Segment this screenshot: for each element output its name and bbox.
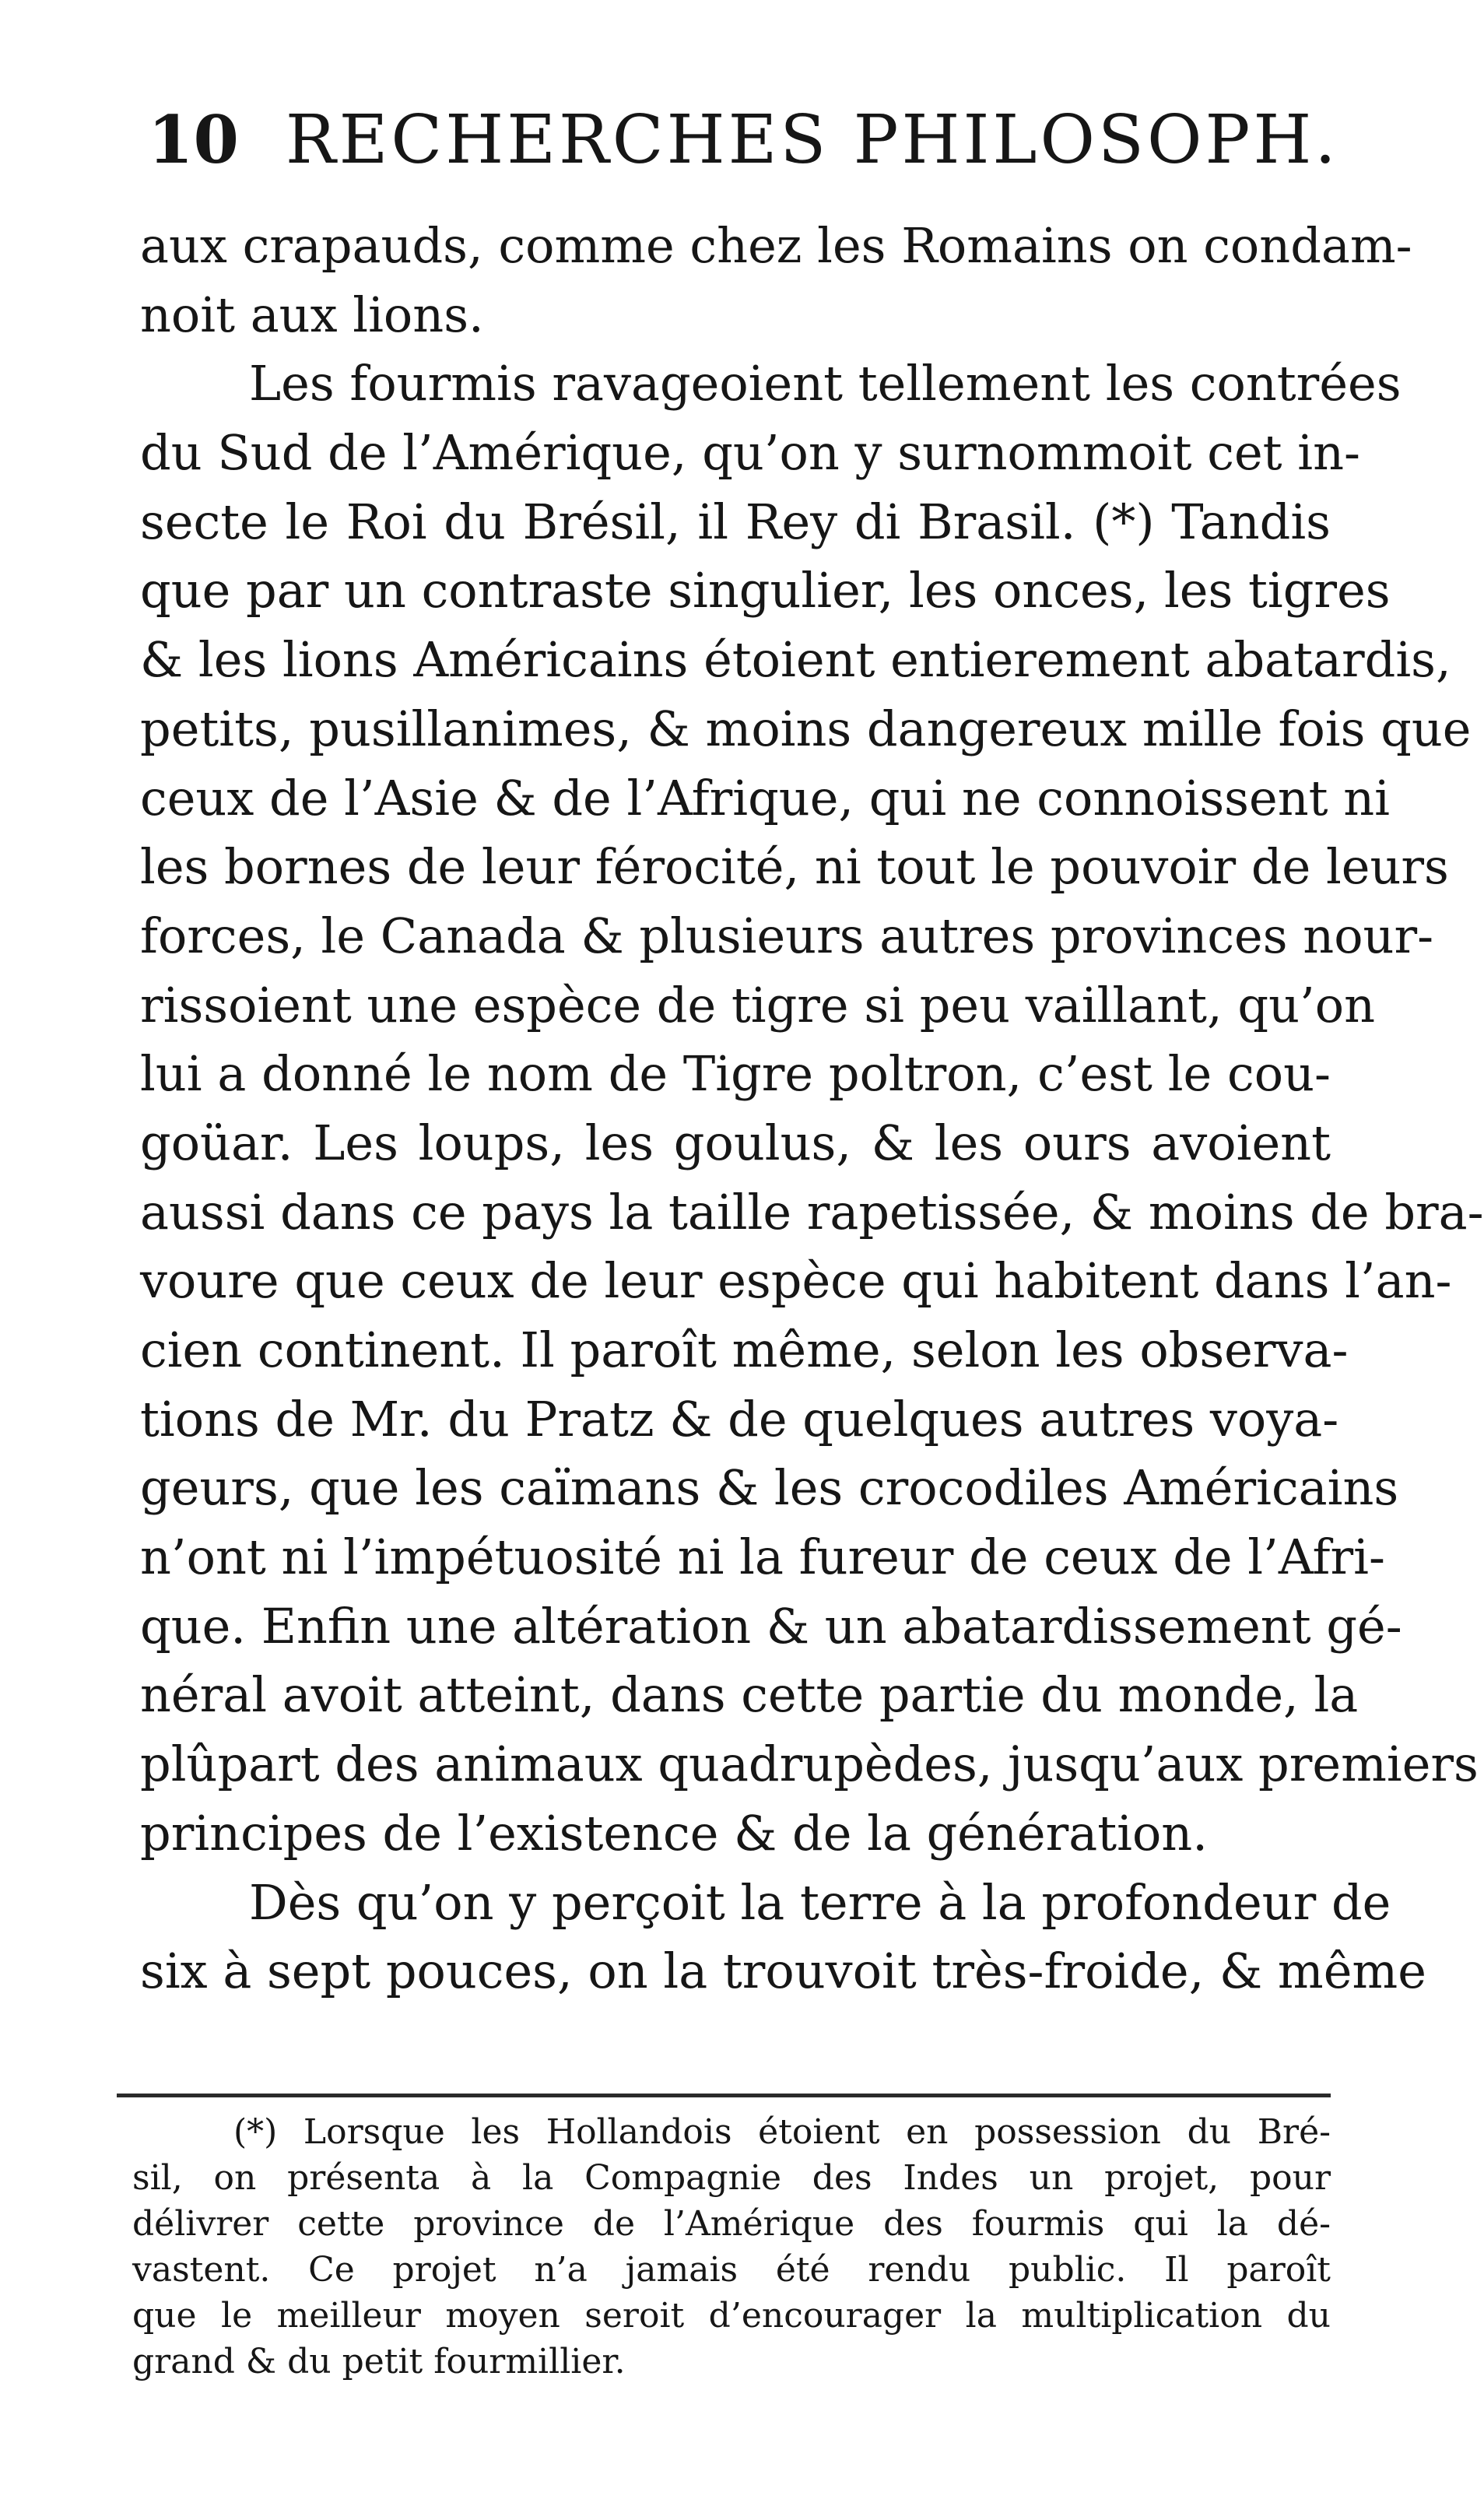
page-number: 10 <box>148 101 239 178</box>
footnote-rule <box>117 2094 1331 2097</box>
text-line: plûpart des animaux quadrupèdes, jusqu’aux premiers <box>140 1736 1479 1793</box>
text-line: les bornes de leur férocité, ni tout le pouvoir de leurs <box>140 838 1449 896</box>
running-head: RECHERCHES PHILOSOPH. <box>285 101 1339 179</box>
text-line: goüar. Les loups, les goulus, & les ours avoient <box>140 1114 1331 1171</box>
text-line: six à sept pouces, on la trouvoit très-froide, & même <box>140 1943 1426 2000</box>
text-line: que. Enfin une altération & un abatardissement gé- <box>140 1597 1402 1655</box>
text-line: n’ont ni l’impétuosité ni la fureur de ceux de l’Afri- <box>140 1528 1385 1586</box>
text-line: & les lions Américains étoient entierement abatardis, <box>140 631 1451 689</box>
text-line: petits, pusillanimes, & moins dangereux mille fois que <box>140 700 1472 757</box>
text-line: Les fourmis ravageoient tellement les contrées <box>249 355 1402 412</box>
footnote-line: sil, on présenta à la Compagnie des Indes un projet, pour <box>132 2158 1331 2198</box>
text-line: aussi dans ce pays la taille rapetissée, & moins de bra- <box>140 1183 1484 1241</box>
text-line: voure que ceux de leur espèce qui habitent dans l’an- <box>140 1252 1452 1310</box>
text-line: cien continent. Il paroît même, selon les observa- <box>140 1321 1349 1378</box>
text-line: Dès qu’on y perçoit la terre à la profondeur de <box>249 1873 1391 1931</box>
book-page <box>117 0 1484 2520</box>
footnote <box>132 2109 1331 2385</box>
text-line: geurs, que les caïmans & les crocodiles Américains <box>140 1459 1399 1517</box>
body-text <box>140 212 1484 2006</box>
footnote-line: que le meilleur moyen seroit d’encourager la multiplication du <box>132 2296 1331 2336</box>
text-line: que par un contraste singulier, les onces, les tigres <box>140 562 1391 619</box>
text-line: rissoient une espèce de tigre si peu vaillant, qu’on <box>140 976 1375 1034</box>
text-line: lui a donné le nom de Tigre poltron, c’est le cou- <box>140 1045 1331 1103</box>
text-line: ceux de l’Asie & de l’Afrique, qui ne connoissent ni <box>140 769 1391 827</box>
text-line: aux crapauds, comme chez les Romains on condam- <box>140 217 1412 274</box>
footnote-line: grand & du petit fourmillier. <box>132 2342 626 2381</box>
text-line: secte le Roi du Brésil, il Rey di Brasil. (*) Tandis <box>140 493 1331 550</box>
footnote-line: délivrer cette province de l’Amérique des fourmis qui la dé- <box>132 2204 1331 2244</box>
text-line: forces, le Canada & plusieurs autres provinces nour- <box>140 907 1434 964</box>
text-line: tions de Mr. du Pratz & de quelques autres voya- <box>140 1390 1339 1448</box>
text-line: noit aux lions. <box>140 286 484 343</box>
footnote-line: (*) Lorsque les Hollandois étoient en possession du Bré- <box>233 2112 1331 2152</box>
text-line: néral avoit atteint, dans cette partie du monde, la <box>140 1666 1359 1724</box>
footnote-line: vastent. Ce projet n’a jamais été rendu public. Il paroît <box>132 2250 1331 2290</box>
text-line: principes de l’existence & de la génération. <box>140 1804 1208 1862</box>
page-header <box>148 101 1339 187</box>
text-line: du Sud de l’Amérique, qu’on y surnommoit cet in- <box>140 424 1360 482</box>
